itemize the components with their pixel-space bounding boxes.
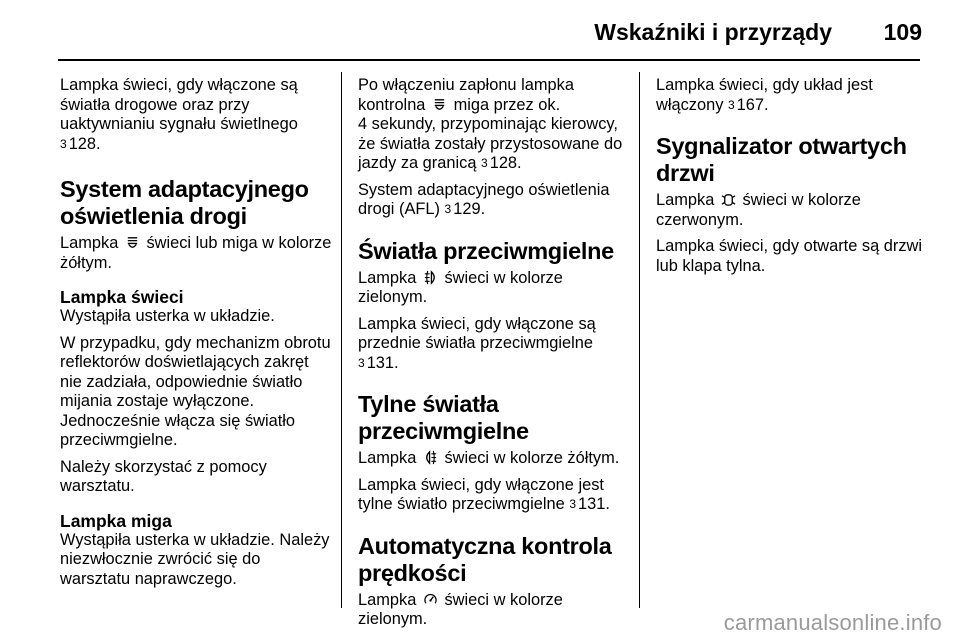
front-fog-light-icon (423, 270, 438, 285)
afl-headlight-icon (432, 97, 447, 112)
page-ref-arrow-icon: 3 (727, 97, 735, 112)
paragraph-rear-fog-lamp: Lampka świeci w kolorze żółtym. (358, 449, 620, 467)
door-open-icon (721, 192, 736, 207)
paragraph-door-lamp: Lampka świeci w kolorze czerwonym. (656, 191, 861, 229)
afl-headlight-icon (125, 235, 140, 250)
paragraph-ignition: Po włączeniu zapłonu lampka kontrolna miga przez ok. 4 sekundy, przypominając kierowcy, że światła zostały przystosowane do jazdy za granicą 3 128. (358, 76, 623, 172)
page-ref[interactable]: 128. (489, 154, 522, 172)
paragraph-lamp-on-3: Należy skorzystać z pomocy warsztatu. (60, 457, 267, 495)
column-divider-2 (639, 72, 640, 608)
page-ref-arrow-icon: 3 (60, 136, 67, 151)
page-ref[interactable]: 131. (366, 353, 399, 372)
heading-lamp-blink: Lampka miga (60, 510, 172, 531)
column-2 (358, 76, 630, 637)
heading-fog-lights: Światła przeciwmgielne (358, 237, 614, 264)
heading-rear-fog: Tylne światła przeciwmgielne (358, 391, 529, 444)
rear-fog-light-icon (423, 450, 438, 465)
page-ref[interactable]: 128. (68, 134, 101, 153)
paragraph-afl-lamp: Lampka świeci lub miga w kolorze żółtym. (60, 234, 332, 272)
paragraph-fog-lamp: Lampka świeci w kolorze zielonym. (358, 268, 563, 306)
page-ref[interactable]: 167. (736, 95, 769, 114)
column-1 (60, 76, 332, 596)
heading-afl: System adaptacyjnego oświetlenia drogi (60, 176, 309, 229)
heading-cruise-control: Automatyczna kontrola prędkości (358, 532, 612, 586)
page-number: 109 (883, 19, 922, 45)
paragraph-afl-ref: System adaptacyjnego oświetlenia drogi (AFL) 3 129. (358, 180, 610, 218)
column-divider-1 (341, 72, 342, 608)
watermark: carmanualsonline.info (723, 610, 942, 635)
paragraph-lamp-blink: Wystąpiła usterka w układzie. Należy niezwłocznie zwrócić się do warsztatu naprawczego. (60, 530, 330, 588)
column-3 (656, 76, 928, 283)
paragraph-fog-on: Lampka świeci, gdy włączone są przednie światła przeciwmgielne 3 131. (358, 314, 596, 372)
page-ref-arrow-icon: 3 (358, 355, 365, 370)
cruise-control-icon (423, 592, 438, 607)
paragraph-cruise-lamp: Lampka świeci w kolorze zielonym. (358, 590, 563, 628)
paragraph-lamp-on-2: W przypadku, gdy mechanizm obrotu reflektorów doświetlających zakręt nie zadziała, odpowiednie światło mijania zostaje wyłączone. Jednocześnie włącza się światło przeciwmgielne. (60, 333, 331, 449)
paragraph-high-beam: Lampka świeci, gdy włączone są światła drogowe oraz przy uaktywnianiu sygnału świetlnego 3 128. (60, 76, 298, 153)
heading-lamp-on: Lampka świeci (60, 287, 184, 307)
page-header-title: Wskaźniki i przyrządy (594, 19, 832, 45)
paragraph-door-on: Lampka świeci, gdy otwarte są drzwi lub klapa tylna. (656, 237, 922, 275)
heading-door-open: Sygnalizator otwartych drzwi (656, 133, 907, 186)
page-ref-arrow-icon: 3 (481, 156, 488, 170)
paragraph-lamp-on-1: Wystąpiła usterka w układzie. (60, 307, 275, 325)
page-ref[interactable]: 131. (578, 495, 610, 513)
paragraph-rear-fog-on: Lampka świeci, gdy włączone jest tylne światło przeciwmgielne 3 131. (358, 475, 610, 513)
page-ref-arrow-icon: 3 (444, 202, 452, 216)
page-ref[interactable]: 129. (453, 200, 486, 218)
page-ref-arrow-icon: 3 (569, 497, 577, 511)
header-rule (58, 59, 920, 61)
paragraph-system-on: Lampka świeci, gdy układ jest włączony 3 167. (656, 76, 873, 114)
